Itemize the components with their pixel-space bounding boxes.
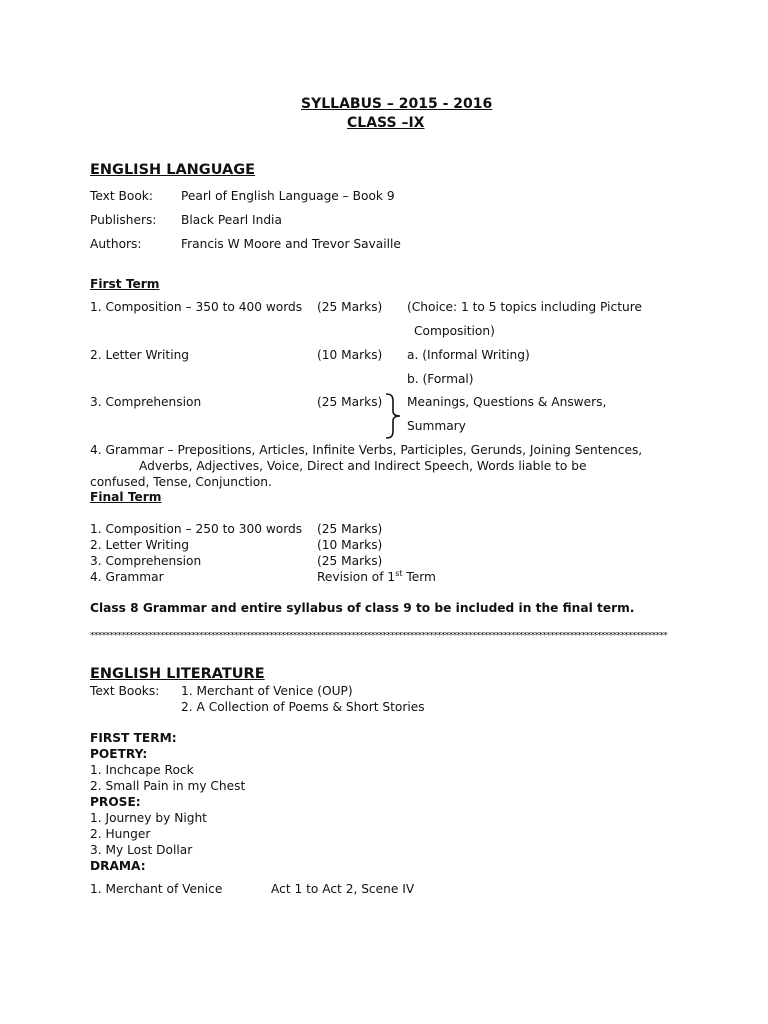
textbook-label: Text Book: <box>90 189 153 203</box>
prose-heading: PROSE: <box>90 795 141 809</box>
drama-item: 1. Merchant of Venice <box>90 882 223 896</box>
final-term-marks: (10 Marks) <box>317 538 383 552</box>
class-label: CLASS –IX <box>347 115 425 131</box>
literature-textbook: 2. A Collection of Poems & Short Stories <box>181 700 425 714</box>
final-term-item: 1. Composition – 250 to 300 words <box>90 522 303 536</box>
first-term-note-continued: b. (Formal) <box>407 372 474 386</box>
first-term-heading: First Term <box>90 277 160 291</box>
final-term-marks: (25 Marks) <box>317 522 383 536</box>
first-term-note-continued: Summary <box>407 419 466 433</box>
first-term-note: Meanings, Questions & Answers, <box>407 395 607 409</box>
final-term-item: 4. Grammar <box>90 570 164 584</box>
textbooks-label: Text Books: <box>90 684 160 698</box>
publishers-label: Publishers: <box>90 213 157 227</box>
english-literature-heading: ENGLISH LITERATURE <box>90 666 265 682</box>
final-term-marks: (25 Marks) <box>317 554 383 568</box>
first-term-note: (Choice: 1 to 5 topics including Picture <box>407 300 642 314</box>
authors-value: Francis W Moore and Trevor Savaille <box>181 237 401 251</box>
first-term-heading: FIRST TERM: <box>90 731 177 745</box>
grammar-topics-line: confused, Tense, Conjunction. <box>90 475 272 489</box>
poetry-heading: POETRY: <box>90 747 148 761</box>
final-term-marks: Revision of 1st Term <box>317 568 436 584</box>
prose-item: 1. Journey by Night <box>90 811 207 825</box>
final-term-heading: Final Term <box>90 490 162 504</box>
grammar-topics-line: 4. Grammar – Prepositions, Articles, Infinite Verbs, Participles, Gerunds, Joining Sentences, <box>90 443 643 457</box>
first-term-item: 3. Comprehension <box>90 395 202 409</box>
english-language-heading: ENGLISH LANGUAGE <box>90 162 256 178</box>
syllabus-title: SYLLABUS – 2015 - 2016 <box>301 96 493 112</box>
first-term-item: 2. Letter Writing <box>90 348 190 362</box>
drama-heading: DRAMA: <box>90 859 146 873</box>
authors-label: Authors: <box>90 237 142 251</box>
first-term-note-continued: Composition) <box>414 324 495 338</box>
literature-textbook: 1. Merchant of Venice (OUP) <box>181 684 353 698</box>
drama-acts: Act 1 to Act 2, Scene IV <box>271 882 415 896</box>
textbook-value: Pearl of English Language – Book 9 <box>181 189 395 203</box>
separator-line: **************************************************************************************************************************************************** <box>90 632 668 641</box>
final-term-item: 2. Letter Writing <box>90 538 190 552</box>
poetry-item: 2. Small Pain in my Chest <box>90 779 246 793</box>
prose-item: 2. Hunger <box>90 827 151 841</box>
grammar-topics-line: Adverbs, Adjectives, Voice, Direct and Indirect Speech, Words liable to be <box>139 459 587 473</box>
first-term-marks: (10 Marks) <box>317 348 383 362</box>
first-term-marks: (25 Marks) <box>317 300 383 314</box>
poetry-item: 1. Inchcape Rock <box>90 763 194 777</box>
first-term-item: 1. Composition – 350 to 400 words <box>90 300 303 314</box>
first-term-marks: (25 Marks) <box>317 395 383 409</box>
curly-brace-icon <box>382 393 404 439</box>
final-term-note: Class 8 Grammar and entire syllabus of class 9 to be included in the final term. <box>90 601 635 615</box>
first-term-note: a. (Informal Writing) <box>407 348 530 362</box>
prose-item: 3. My Lost Dollar <box>90 843 193 857</box>
publishers-value: Black Pearl India <box>181 213 282 227</box>
final-term-item: 3. Comprehension <box>90 554 202 568</box>
